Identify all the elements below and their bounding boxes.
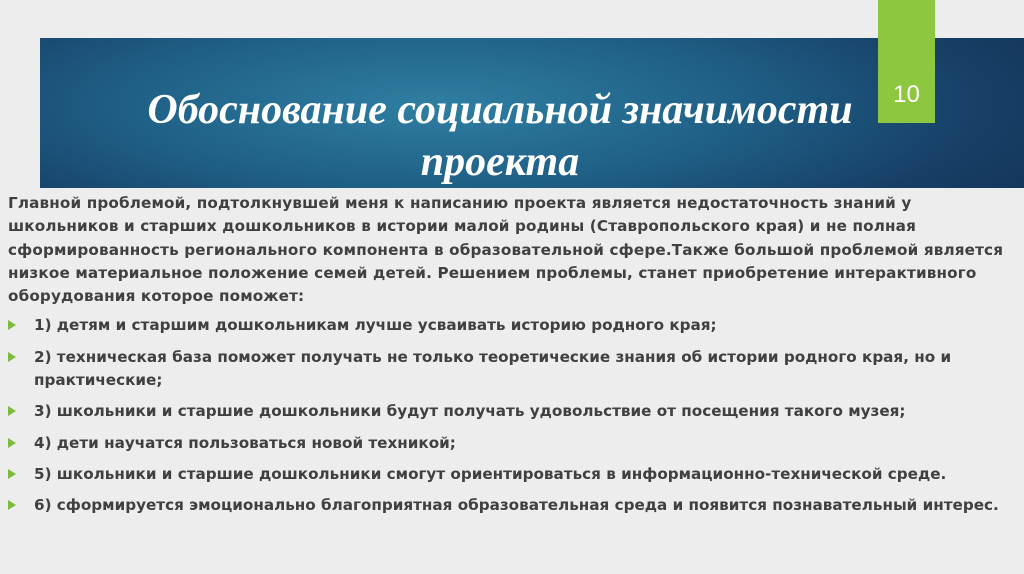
green-arrow-bullet-icon [8,438,16,448]
bullet-text-2: 2) техническая база поможет получать не только теоретические знания об истории родного края, но и практические; [34,347,952,390]
green-arrow-bullet-icon [8,320,16,330]
bullet-text-3: 3) школьники и старшие дошкольники будут получать удовольствие от посещения такого музея; [34,402,906,421]
bullet-text-6: 6) сформируется эмоционально благоприятная образовательная среда и появится познавательный интерес. [34,496,999,515]
green-arrow-bullet-icon [8,352,16,362]
slide-title [110,84,890,188]
bullet-item-5 [8,463,1016,486]
slide-number: 10 [893,81,920,108]
bullet-text-4: 4) дети научатся пользоваться новой техникой; [34,433,456,452]
bullet-item-1 [8,314,1016,337]
intro-paragraph: Главной проблемой, подтолкнувшей меня к написанию проекта является недостаточность знаний у школьников и старших дошкольников в истории малой родины (Ставропольского края) и не полная сформированность регионального компонента в образовательной сфере.Также большой проблемой является низкое материальное положение семей детей. Решением проблемы, станет приобретение интерактивного оборудования которое поможет: [8,194,1004,306]
slide-title-line-1: Обоснование социальной значимости [147,87,853,133]
green-arrow-bullet-icon [8,406,16,416]
bullet-item-3 [8,400,1016,423]
bullet-item-2 [8,346,1016,393]
bullet-text-1: 1) детям и старшим дошкольникам лучше усваивать историю родного края; [34,316,717,335]
green-arrow-bullet-icon [8,500,16,510]
bullet-list [8,314,1016,517]
green-arrow-bullet-icon [8,469,16,479]
slide-title-line-2: проекта [420,139,580,185]
bullet-item-4 [8,432,1016,455]
bullet-text-5: 5) школьники и старшие дошкольники смогут ориентироваться в информационно-технической среде. [34,464,947,483]
slide-body [8,192,1016,526]
bullet-item-6 [8,494,1016,517]
